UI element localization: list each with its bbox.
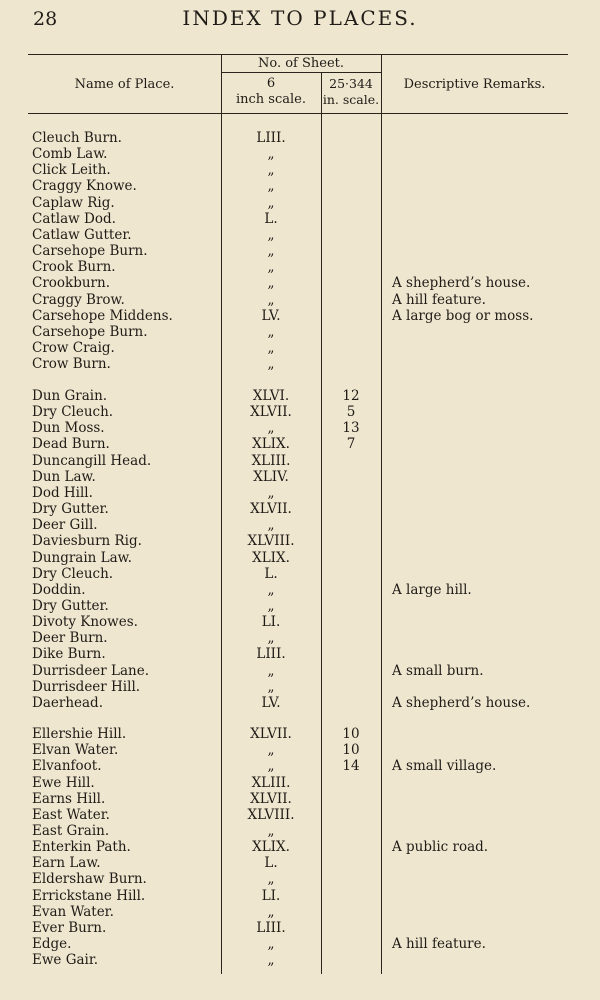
place-name: Carsehope Burn. — [32, 323, 148, 340]
table-row — [0, 936, 600, 952]
place-name: Dun Moss. — [32, 420, 105, 437]
table-row — [0, 388, 600, 404]
sheet-six-inch: L. — [264, 565, 278, 582]
table-row — [0, 275, 600, 291]
sheet-six-inch: „ — [267, 678, 275, 695]
sheet-six-inch: „ — [267, 517, 275, 534]
place-name: Dead Burn. — [32, 436, 110, 453]
sheet-six-inch: „ — [267, 952, 275, 969]
descriptive-remark: A shepherd’s house. — [392, 275, 531, 292]
sheet-six-inch: „ — [267, 275, 275, 292]
place-name: East Water. — [32, 806, 110, 823]
sheet-six-inch: XLIII. — [251, 774, 291, 791]
place-name: Errickstane Hill. — [32, 887, 146, 904]
place-name: Ever Burn. — [32, 919, 107, 936]
table-row — [0, 726, 600, 742]
sheet-six-inch: „ — [267, 758, 275, 775]
place-name: Daerhead. — [32, 694, 103, 711]
sheet-six-inch: LIII. — [256, 130, 286, 146]
place-name: Elvanfoot. — [32, 758, 102, 775]
sheet-six-inch: „ — [267, 903, 275, 920]
sheet-six-inch: LV. — [261, 307, 281, 324]
header-six-inch-top: 6 — [266, 76, 276, 91]
descriptive-remark: A hill feature. — [392, 291, 486, 308]
table-row — [0, 871, 600, 887]
place-name: Dry Gutter. — [32, 501, 109, 517]
table-row — [0, 453, 600, 469]
place-name: Catlaw Dod. — [32, 210, 116, 227]
sheet-six-inch: „ — [267, 871, 275, 888]
table-row — [0, 517, 600, 533]
sheet-25-inch: 14 — [342, 758, 360, 775]
sheet-six-inch: XLVIII. — [247, 806, 295, 823]
sheet-six-inch: LIII. — [256, 919, 286, 936]
table-row — [0, 807, 600, 823]
sheet-six-inch: XLIX. — [252, 549, 290, 566]
sheet-25-inch: 12 — [342, 388, 360, 404]
table-row — [0, 324, 600, 340]
place-name: Crow Burn. — [32, 356, 111, 373]
table-row — [0, 259, 600, 275]
sheet-six-inch: „ — [267, 291, 275, 308]
place-name: Eldershaw Burn. — [32, 871, 147, 888]
table-row — [0, 501, 600, 517]
table-row — [0, 146, 600, 162]
sheet-six-inch: LI. — [261, 614, 281, 631]
header-bottom-rule — [28, 113, 568, 114]
sheet-six-inch: XLIX. — [252, 839, 290, 855]
sheet-six-inch: XLVIII. — [247, 533, 295, 550]
table-row — [0, 582, 600, 598]
sheet-six-inch: LV. — [261, 694, 281, 711]
sheet-six-inch: „ — [267, 226, 275, 243]
table-row — [0, 195, 600, 211]
table-row — [0, 356, 600, 372]
sheet-six-inch: LI. — [261, 887, 281, 904]
place-name: Doddin. — [32, 581, 86, 598]
sheet-six-inch: „ — [267, 581, 275, 598]
place-name: Duncangill Head. — [32, 452, 152, 469]
place-name: Earns Hill. — [32, 790, 106, 807]
place-name: Cleuch Burn. — [32, 130, 122, 146]
sheet-six-inch: XLVII. — [250, 790, 292, 807]
table-row — [0, 550, 600, 566]
sheet-six-inch: „ — [267, 936, 275, 952]
descriptive-remark: A small burn. — [392, 662, 484, 679]
sheet-six-inch: „ — [267, 420, 275, 437]
table-row — [0, 178, 600, 194]
sheet-six-inch: „ — [267, 194, 275, 211]
table-row — [0, 758, 600, 774]
place-name: Dry Cleuch. — [32, 404, 114, 421]
place-name: Enterkin Path. — [32, 839, 131, 855]
sheet-subrule — [221, 72, 381, 73]
place-name: Dry Gutter. — [32, 598, 109, 614]
sheet-six-inch: XLIV. — [253, 468, 289, 485]
descriptive-remark: A large bog or moss. — [392, 307, 534, 324]
table-row — [0, 791, 600, 807]
place-name: Catlaw Gutter. — [32, 226, 132, 243]
place-name: Divoty Knowes. — [32, 614, 138, 631]
table-row — [0, 630, 600, 646]
place-name: Carsehope Middens. — [32, 307, 173, 324]
sheet-25-inch: 10 — [342, 742, 360, 759]
table-row — [0, 340, 600, 356]
header-no-of-sheet: No. of Sheet. — [257, 56, 345, 71]
table-row — [0, 742, 600, 758]
table-row — [0, 952, 600, 968]
sheet-six-inch: L. — [264, 210, 278, 227]
header-six-inch-bottom: inch scale. — [235, 92, 306, 107]
header-25-inch-top: 25·344 — [329, 76, 373, 91]
table-row — [0, 566, 600, 582]
place-name: Craggy Brow. — [32, 291, 125, 308]
sheet-six-inch: „ — [267, 662, 275, 679]
sheet-six-inch: XLVII. — [250, 404, 292, 421]
table-row — [0, 904, 600, 920]
place-name: Daviesburn Rig. — [32, 533, 142, 550]
table-row — [0, 614, 600, 630]
table-row — [0, 695, 600, 711]
sheet-25-inch: 7 — [346, 436, 356, 453]
sheet-six-inch: „ — [267, 484, 275, 501]
sheet-six-inch: „ — [267, 742, 275, 759]
sheet-six-inch: „ — [267, 822, 275, 839]
table-row — [0, 823, 600, 839]
place-name: Elvan Water. — [32, 742, 119, 759]
table-row — [0, 920, 600, 936]
place-name: Durrisdeer Lane. — [32, 662, 150, 679]
table-row — [0, 485, 600, 501]
place-name: Earn Law. — [32, 855, 101, 872]
place-name: Crookburn. — [32, 275, 110, 292]
table-row — [0, 663, 600, 679]
header-remarks: Descriptive Remarks. — [403, 77, 546, 92]
sheet-six-inch: LIII. — [256, 646, 286, 663]
descriptive-remark: A shepherd’s house. — [392, 694, 531, 711]
header-name-of-place: Name of Place. — [74, 77, 175, 92]
place-name: Edge. — [32, 936, 72, 952]
place-name: Dike Burn. — [32, 646, 106, 663]
sheet-six-inch: „ — [267, 243, 275, 259]
header-25-inch-bottom: in. scale. — [322, 92, 380, 107]
table-row — [0, 292, 600, 308]
descriptive-remark: A large hill. — [392, 581, 472, 598]
sheet-six-inch: XLVI. — [252, 388, 290, 404]
sheet-six-inch: „ — [267, 323, 275, 340]
table-row — [0, 888, 600, 904]
place-name: Dun Grain. — [32, 388, 108, 404]
table-row — [0, 436, 600, 452]
place-name: Click Leith. — [32, 162, 111, 179]
table-row — [0, 679, 600, 695]
header-top-rule — [28, 54, 568, 55]
table-row — [0, 227, 600, 243]
place-name: Dry Cleuch. — [32, 565, 114, 582]
page-number: 28 — [33, 8, 58, 30]
table-row — [0, 420, 600, 436]
place-name: Dun Law. — [32, 468, 96, 485]
sheet-six-inch: L. — [264, 855, 278, 872]
place-name: Dod Hill. — [32, 484, 93, 501]
sheet-six-inch: XLVII. — [250, 501, 292, 517]
table-row — [0, 308, 600, 324]
place-name: Comb Law. — [32, 146, 108, 163]
table-row — [0, 130, 600, 146]
table-row — [0, 646, 600, 662]
place-name: Crook Burn. — [32, 259, 116, 276]
sheet-six-inch: XLIX. — [252, 436, 290, 453]
sheet-25-inch: 13 — [342, 420, 360, 437]
table-row — [0, 404, 600, 420]
place-name: Carsehope Burn. — [32, 243, 148, 259]
table-row — [0, 211, 600, 227]
table-row — [0, 533, 600, 549]
sheet-six-inch: „ — [267, 630, 275, 647]
place-name: Craggy Knowe. — [32, 178, 137, 195]
sheet-25-inch: 5 — [346, 404, 356, 421]
table-row — [0, 855, 600, 871]
sheet-six-inch: „ — [267, 178, 275, 195]
place-name: Evan Water. — [32, 903, 114, 920]
place-name: Dungrain Law. — [32, 549, 132, 566]
descriptive-remark: A hill feature. — [392, 936, 486, 952]
descriptive-remark: A small village. — [392, 758, 497, 775]
place-name: Caplaw Rig. — [32, 194, 115, 211]
table-row — [0, 243, 600, 259]
sheet-six-inch: „ — [267, 259, 275, 276]
sheet-six-inch: „ — [267, 598, 275, 614]
table-row — [0, 598, 600, 614]
sheet-six-inch: „ — [267, 356, 275, 373]
sheet-six-inch: „ — [267, 339, 275, 356]
descriptive-remark: A public road. — [392, 839, 489, 855]
sheet-six-inch: „ — [267, 146, 275, 163]
place-name: Ellershie Hill. — [32, 726, 127, 742]
sheet-six-inch: XLVII. — [250, 726, 292, 742]
place-name: East Grain. — [32, 822, 110, 839]
table-row — [0, 775, 600, 791]
table-row — [0, 469, 600, 485]
place-name: Deer Gill. — [32, 517, 98, 534]
table-row — [0, 162, 600, 178]
place-name: Ewe Hill. — [32, 774, 95, 791]
sheet-25-inch: 10 — [342, 726, 360, 742]
running-head: INDEX TO PLACES. — [182, 6, 418, 30]
sheet-six-inch: XLIII. — [251, 452, 291, 469]
place-name: Deer Burn. — [32, 630, 108, 647]
place-name: Durrisdeer Hill. — [32, 678, 141, 695]
place-name: Ewe Gair. — [32, 952, 99, 969]
place-name: Crow Craig. — [32, 339, 115, 356]
sheet-six-inch: „ — [267, 162, 275, 179]
table-row — [0, 839, 600, 855]
